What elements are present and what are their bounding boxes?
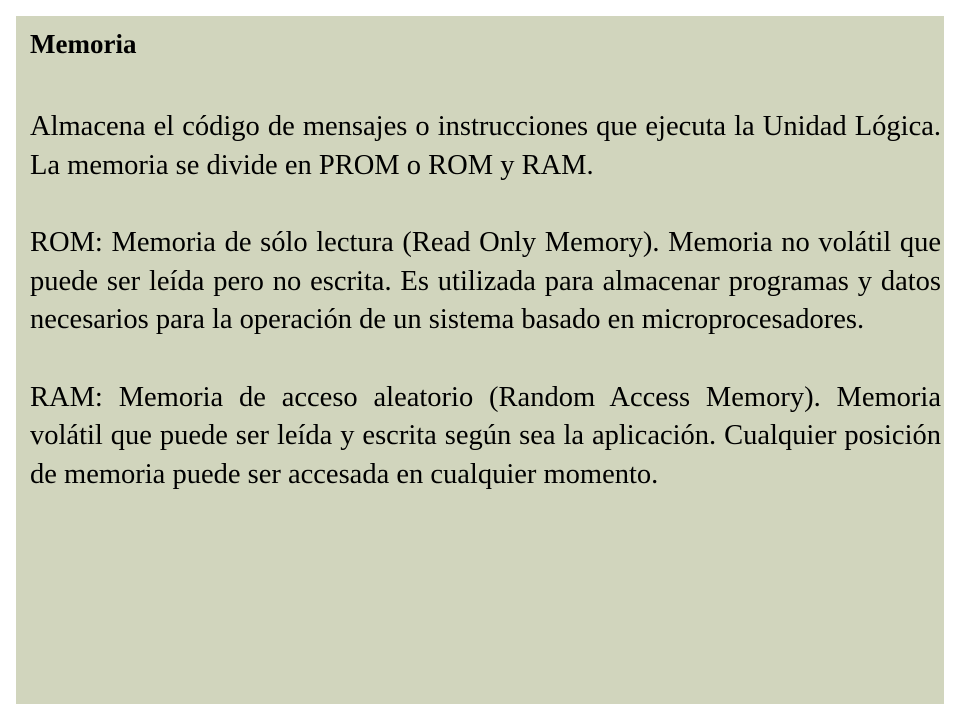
slide-title: Memoria — [30, 29, 137, 59]
ram-paragraph: RAM: Memoria de acceso aleatorio (Random Access Memory). Memoria volátil que puede ser leída y escrita según sea la aplicación. Cualquier posición de memoria puede ser accesada en cualquier momento. — [30, 381, 941, 490]
content-panel — [16, 16, 944, 704]
intro-paragraph: Almacena el código de mensajes o instrucciones que ejecuta la Unidad Lógica. La memoria se divide en PROM o ROM y RAM. — [30, 111, 941, 181]
rom-paragraph: ROM: Memoria de sólo lectura (Read Only Memory). Memoria no volátil que puede ser leída pero no escrita. Es utilizada para almacenar programas y datos necesarios para la operación de un sistema basado en microprocesadores. — [30, 227, 941, 335]
